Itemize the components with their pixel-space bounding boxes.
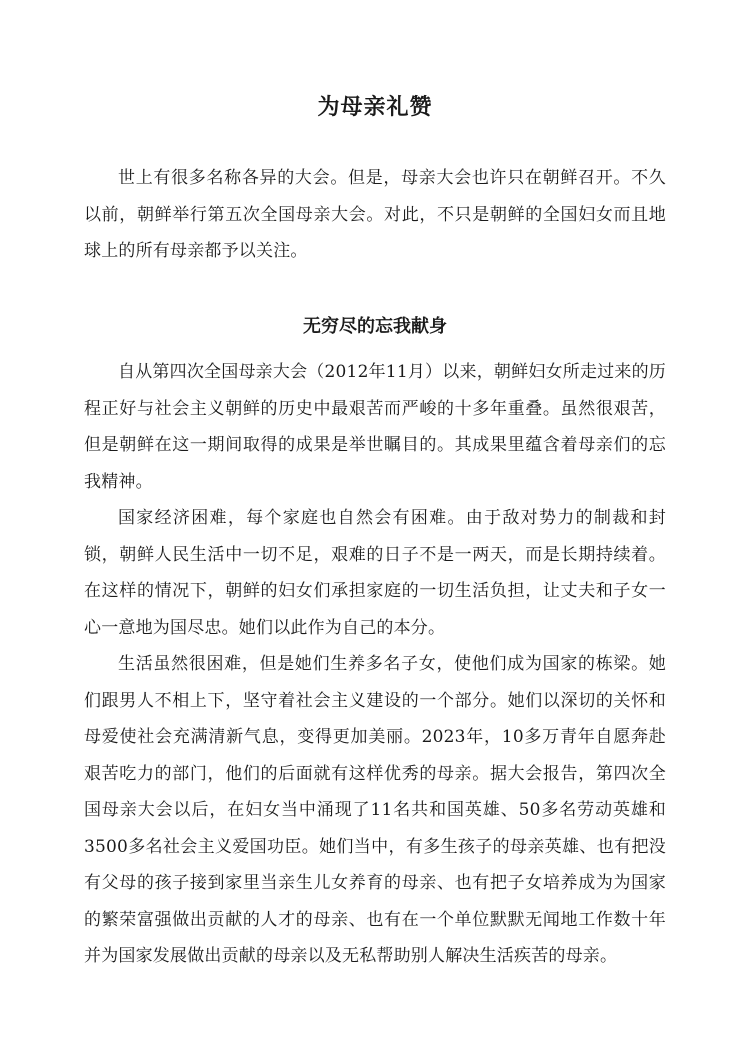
body-paragraph-3: 生活虽然很困难，但是她们生养多名子女，使他们成为国家的栋梁。她们跟男人不相上下，坚守着社会主义建设的一个部分。她们以深切的关怀和母爱使社会充满清新气息，变得更加美丽。2023年，10多万青年自愿奔赴艰苦吃力的部门，他们的后面就有这样优秀的母亲。据大会报告，第四次全国母亲大会以后，在妇女当中涌现了11名共和国英雄、50多名劳动英雄和3500多名社会主义爱国功臣。她们当中，有多生孩子的母亲英雄、也有把没有父母的孩子接到家里当亲生儿女养育的母亲、也有把子女培养成为为国家的繁荣富强做出贡献的人才的母亲、也有在一个单位默默无闻地工作数十年并为国家发展做出贡献的母亲以及无私帮助别人解决生活疾苦的母亲。 bbox=[84, 654, 666, 966]
body-paragraph-2: 国家经济困难，每个家庭也自然会有困难。由于敌对势力的制裁和封锁，朝鲜人民生活中一切不足，艰难的日子不是一两天，而是长期持续着。在这样的情况下，朝鲜的妇女们承担家庭的一切生活负担，让丈夫和子女一心一意地为国尽忠。她们以此作为自己的本分。 bbox=[84, 508, 666, 638]
section-heading: 无穷尽的忘我献身 bbox=[303, 316, 447, 337]
intro-paragraph: 世上有很多名称各异的大会。但是，母亲大会也许只在朝鲜召开。不久以前，朝鲜举行第五次全国母亲大会。对此，不只是朝鲜的全国妇女而且地球上的所有母亲都予以关注。 bbox=[84, 168, 666, 261]
body-paragraph-1: 自从第四次全国母亲大会（2012年11月）以来，朝鲜妇女所走过来的历程正好与社会主义朝鲜的历史中最艰苦而严峻的十多年重叠。虽然很艰苦，但是朝鲜在这一期间取得的成果是举世瞩目的。其成果里蕴含着母亲们的忘我精神。 bbox=[84, 362, 666, 492]
article-title: 为母亲礼赞 bbox=[317, 95, 433, 120]
